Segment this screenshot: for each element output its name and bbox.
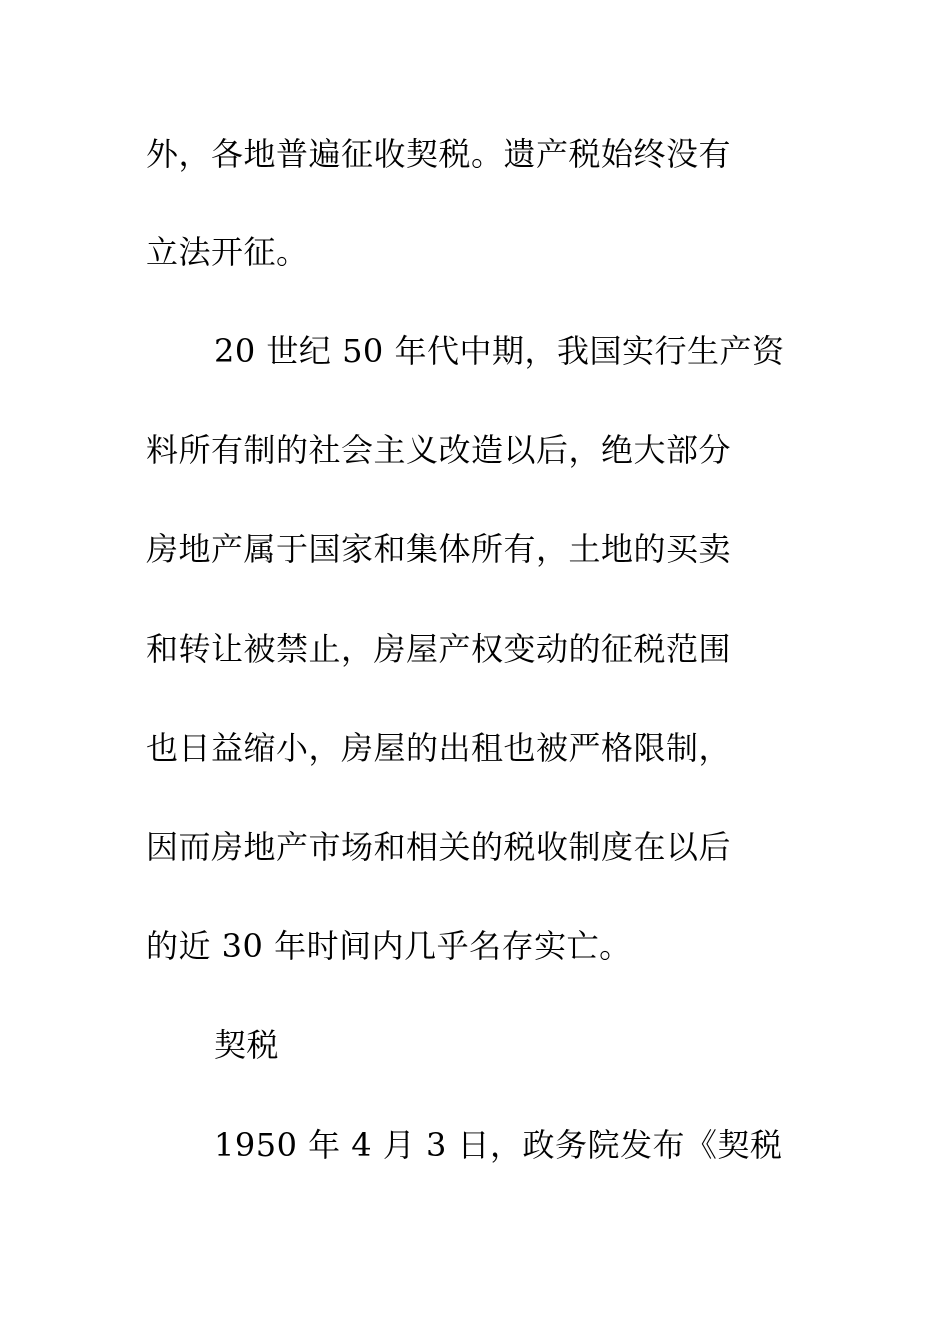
text-line: 的近 30 年时间内几乎名存实亡。 [146,927,632,965]
text-line: 也日益缩小，房屋的出租也被严格限制， [146,729,732,767]
text-line: 外，各地普遍征收契税。遗产税始终没有 [146,135,732,173]
text-line: 立法开征。 [146,233,309,271]
text-line: 和转让被禁止，房屋产权变动的征税范围 [146,630,732,668]
text-line: 房地产属于国家和集体所有，土地的买卖 [146,530,732,568]
text-line: 因而房地产市场和相关的税收制度在以后 [146,828,732,866]
section-heading: 契税 [214,1026,280,1064]
text-line: 料所有制的社会主义改造以后，绝大部分 [146,431,732,469]
paragraph-start-line: 20 世纪 50 年代中期，我国实行生产资 [214,332,785,370]
paragraph-start-line: 1950 年 4 月 3 日，政务院发布《契税 [214,1126,783,1164]
